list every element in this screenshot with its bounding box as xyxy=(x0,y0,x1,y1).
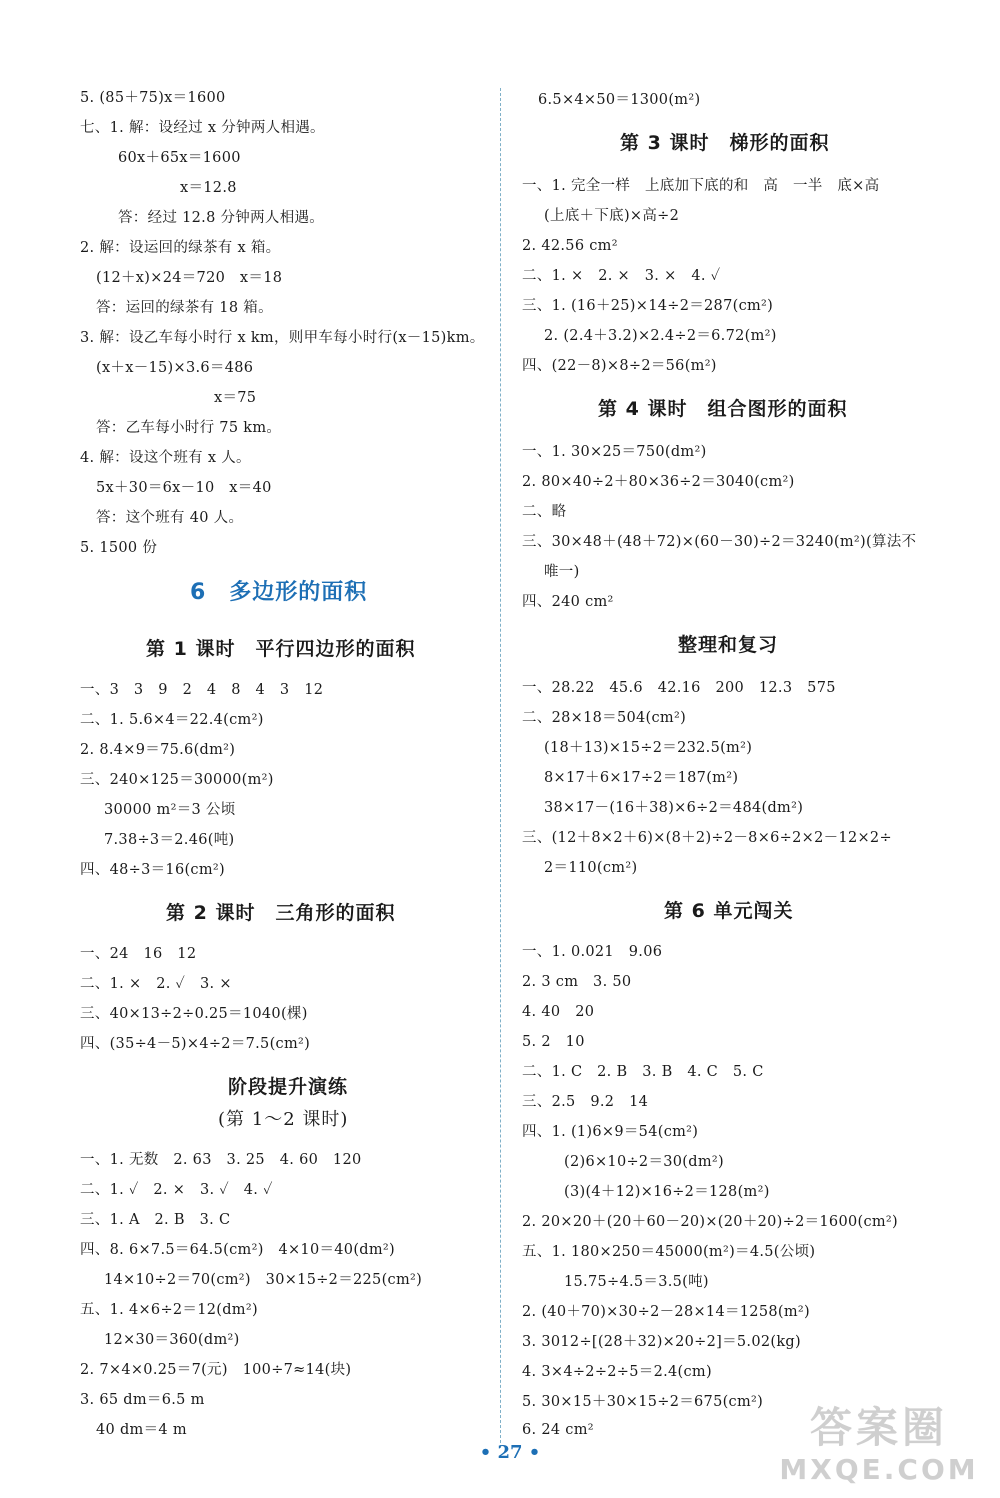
answer-line: 三、30×48＋(48＋72)×(60－30)÷2＝3240(m²)(算法不 xyxy=(522,534,917,550)
answer-line: 三、1. (16＋25)×14÷2＝287(cm²) xyxy=(522,298,774,314)
answer-line: 唯一) xyxy=(544,564,580,580)
answer-line: 7.38÷3＝2.46(吨) xyxy=(104,832,235,848)
answer-line: (12＋x)×24＝720 x＝18 xyxy=(96,270,283,286)
answer-line: 四、(35÷4－5)×4÷2＝7.5(cm²) xyxy=(80,1036,311,1052)
answer-line: 答：乙车每小时行 75 km。 xyxy=(96,420,282,436)
answer-line: (x＋x－15)×3.6＝486 xyxy=(96,360,254,376)
answer-line: 2. 80×40÷2＋80×36÷2＝3040(cm²) xyxy=(522,474,795,490)
answer-line: 七、1. 解：设经过 x 分钟两人相遇。 xyxy=(80,120,325,136)
answer-line: 答：经过 12.8 分钟两人相遇。 xyxy=(118,210,325,226)
answer-line: 2. (2.4＋3.2)×2.4÷2＝6.72(m²) xyxy=(544,328,777,344)
page-number: • 27 • xyxy=(479,1442,541,1463)
answer-line: 8×17＋6×17÷2＝187(m²) xyxy=(544,770,739,786)
answer-line: 5x＋30＝6x－10 x＝40 xyxy=(96,480,272,496)
answer-line: 三、240×125＝30000(m²) xyxy=(80,772,274,788)
answer-line: (2)6×10÷2＝30(dm²) xyxy=(564,1154,724,1170)
answer-line: 二、1. × 2. × 3. × 4. ✓ xyxy=(522,268,721,284)
answer-line: 一、1. 完全一样 上底加下底的和 高 一半 底×高 xyxy=(522,178,880,194)
answer-line: (18＋13)×15÷2＝232.5(m²) xyxy=(544,740,753,756)
answer-line: 6.5×4×50＝1300(m²) xyxy=(538,92,701,108)
watermark-url: MXQE.COM xyxy=(779,1453,979,1486)
answer-line: 二、1. ✓ 2. × 3. ✓ 4. ✓ xyxy=(80,1182,273,1198)
answer-line: 4. 3×4÷2÷2÷5＝2.4(cm) xyxy=(522,1364,712,1380)
answer-line: 一、24 16 12 xyxy=(80,946,197,962)
answer-line: 15.75÷4.5＝3.5(吨) xyxy=(564,1274,709,1290)
answer-line: 二、略 xyxy=(522,504,567,520)
answer-line: 3. 65 dm＝6.5 m xyxy=(80,1392,205,1408)
answer-line: 一、1. 无数 2. 63 3. 25 4. 60 120 xyxy=(80,1152,362,1168)
answer-line: 4. 解：设这个班有 x 人。 xyxy=(80,450,251,466)
answer-line: 五、1. 4×6÷2＝12(dm²) xyxy=(80,1302,258,1318)
answer-line: 12×30＝360(dm²) xyxy=(104,1332,240,1348)
answer-line: 5. 30×15＋30×15÷2＝675(cm²) xyxy=(522,1394,764,1410)
section-heading: 第 2 课时 三角形的面积 xyxy=(166,902,396,924)
answer-line: 三、1. A 2. B 3. C xyxy=(80,1212,231,1228)
answer-line: 38×17－(16＋38)×6÷2＝484(dm²) xyxy=(544,800,804,816)
answer-line: 2. 3 cm 3. 50 xyxy=(522,974,632,990)
answer-line: (上底＋下底)×高÷2 xyxy=(544,208,680,224)
watermark-logo xyxy=(764,1402,994,1494)
answer-line: x＝75 xyxy=(214,390,257,406)
answer-line: 一、3 3 9 2 4 8 4 3 12 xyxy=(80,682,324,698)
answer-line: 三、40×13÷2÷0.25＝1040(棵) xyxy=(80,1006,308,1022)
answer-line: 30000 m²＝3 公顷 xyxy=(104,802,236,818)
answer-line: 3. 解：设乙车每小时行 x km，则甲车每小时行(x－15)km。 xyxy=(80,330,485,346)
answer-line: 二、28×18＝504(cm²) xyxy=(522,710,687,726)
answer-line: 2＝110(cm²) xyxy=(544,860,638,876)
answer-line: 4. 40 20 xyxy=(522,1004,595,1020)
answer-line: 四、8. 6×7.5＝64.5(cm²) 4×10＝40(dm²) xyxy=(80,1242,395,1258)
column-divider xyxy=(500,88,501,1448)
answer-line: 五、1. 180×250＝45000(m²)＝4.5(公顷) xyxy=(522,1244,816,1260)
answer-line: 一、1. 0.021 9.06 xyxy=(522,944,663,960)
answer-line: 3. 3012÷[(28＋32)×20÷2]＝5.02(kg) xyxy=(522,1334,801,1350)
answer-line: 二、1. C 2. B 3. B 4. C 5. C xyxy=(522,1064,764,1080)
section-subheading: (第 1～2 课时) xyxy=(218,1109,349,1130)
answer-line: 二、1. 5.6×4＝22.4(cm²) xyxy=(80,712,264,728)
section-heading: 整理和复习 xyxy=(678,634,779,656)
answer-line: 答：运回的绿茶有 18 箱。 xyxy=(96,300,273,316)
answer-line: 2. 解：设运回的绿茶有 x 箱。 xyxy=(80,240,281,256)
answer-line: 2. (40＋70)×30÷2－28×14＝1258(m²) xyxy=(522,1304,810,1320)
answer-line: 5. (85＋75)x＝1600 xyxy=(80,90,226,106)
answer-line: 2. 42.56 cm² xyxy=(522,238,618,254)
answer-line: (3)(4＋12)×16÷2＝128(m²) xyxy=(564,1184,770,1200)
answer-line: 40 dm＝4 m xyxy=(96,1422,187,1438)
answer-line: 四、(22－8)×8÷2＝56(m²) xyxy=(522,358,717,374)
answer-line: 14×10÷2＝70(cm²) 30×15÷2＝225(cm²) xyxy=(104,1272,423,1288)
answer-line: 四、240 cm² xyxy=(522,594,614,610)
answer-line: 三、2.5 9.2 14 xyxy=(522,1094,649,1110)
answer-line: 2. 8.4×9＝75.6(dm²) xyxy=(80,742,236,758)
answer-line: 60x＋65x＝1600 xyxy=(118,150,241,166)
answer-line: 三、(12＋8×2＋6)×(8＋2)÷2－8×6÷2×2－12×2÷ xyxy=(522,830,892,846)
watermark-text: 答案圈 xyxy=(809,1403,948,1452)
answer-line: 2. 20×20＋(20＋60－20)×(20＋20)÷2＝1600(cm²) xyxy=(522,1214,898,1230)
section-heading: 第 4 课时 组合图形的面积 xyxy=(598,398,848,420)
section-heading: 第 3 课时 梯形的面积 xyxy=(620,132,830,154)
answer-line: 5. 1500 份 xyxy=(80,540,158,556)
answer-line: 一、1. 30×25＝750(dm²) xyxy=(522,444,707,460)
section-heading: 第 6 单元闯关 xyxy=(664,900,794,922)
answer-line: 二、1. × 2. ✓ 3. × xyxy=(80,976,232,992)
answer-line: 答：这个班有 40 人。 xyxy=(96,510,244,526)
answer-line: 6. 24 cm² xyxy=(522,1422,594,1438)
answer-line: 5. 2 10 xyxy=(522,1034,585,1050)
unit-title: 6 多边形的面积 xyxy=(190,580,368,605)
section-heading: 第 1 课时 平行四边形的面积 xyxy=(146,638,416,660)
answer-line: 四、48÷3＝16(cm²) xyxy=(80,862,225,878)
answer-line: 四、1. (1)6×9＝54(cm²) xyxy=(522,1124,699,1140)
section-heading: 阶段提升演练 xyxy=(228,1076,349,1098)
answer-line: x＝12.8 xyxy=(180,180,237,196)
answer-line: 一、28.22 45.6 42.16 200 12.3 575 xyxy=(522,680,836,696)
answer-line: 2. 7×4×0.25＝7(元) 100÷7≈14(块) xyxy=(80,1362,352,1378)
